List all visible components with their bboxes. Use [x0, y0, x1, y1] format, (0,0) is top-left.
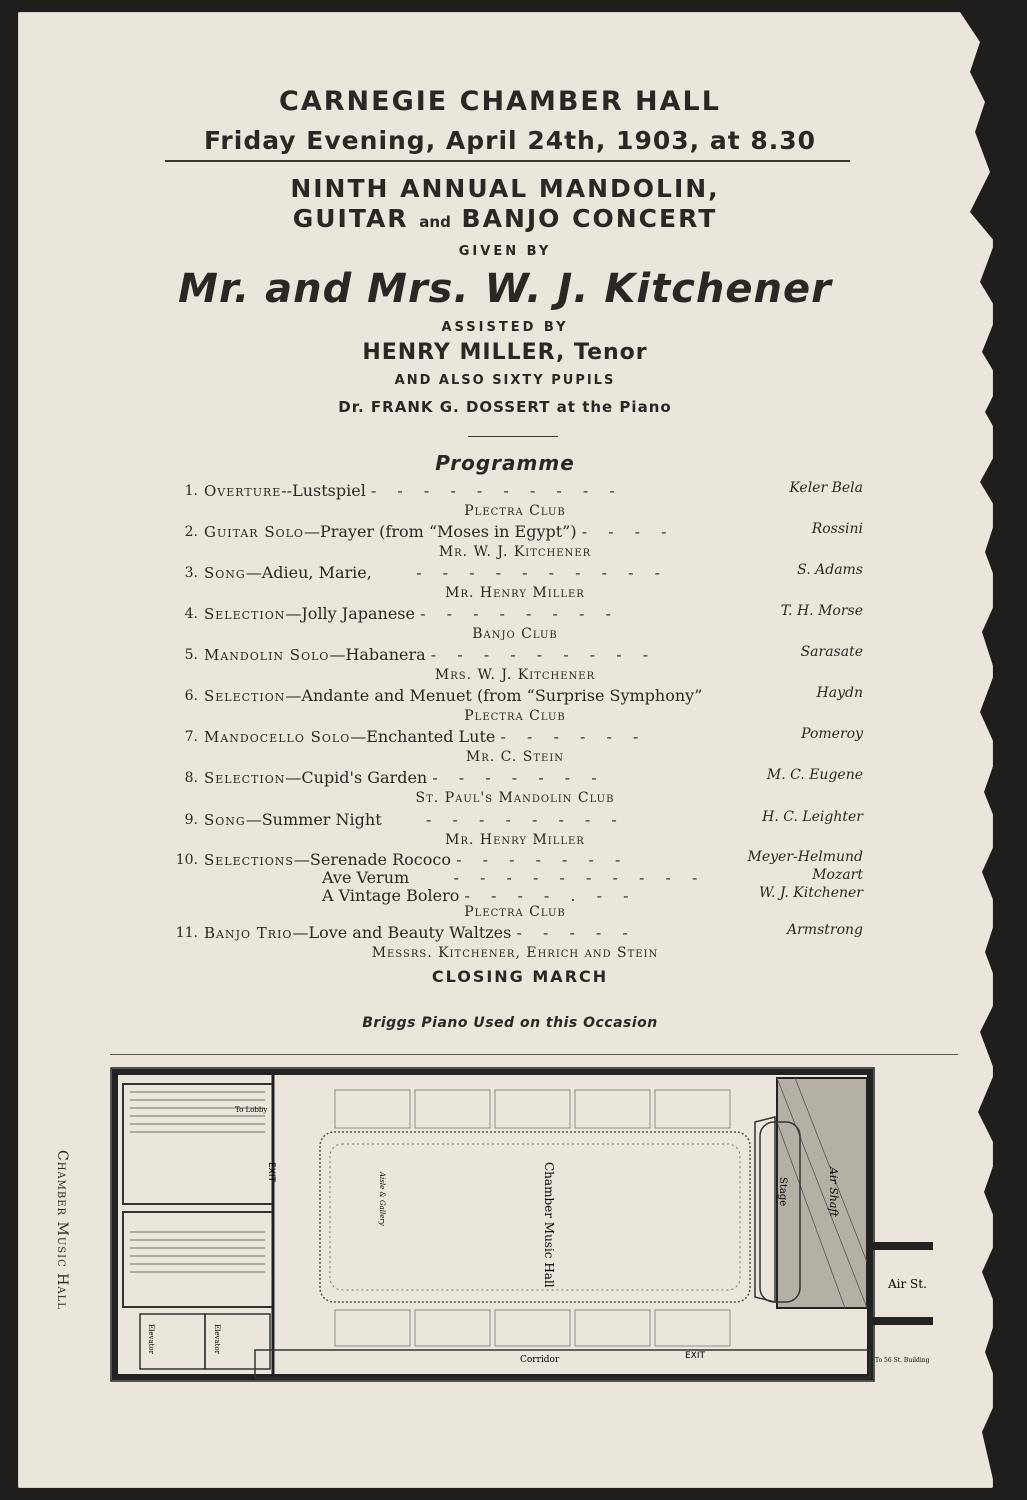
elevator-label-1: Elevator	[147, 1324, 155, 1354]
item-number: 8.	[184, 770, 198, 786]
item-title: Mandocello Solo—Enchanted Lute - - - - - -	[204, 727, 647, 746]
item-composer: T. H. Morse	[780, 603, 863, 619]
given-by: GIVEN BY	[458, 244, 552, 259]
pupils-note: AND ALSO SIXTY PUPILS	[394, 373, 616, 388]
item-composer: H. C. Leighter	[762, 809, 863, 825]
item-performer: Mr. Henry Miller	[445, 585, 585, 601]
elevator-label-2: Elevator	[213, 1324, 221, 1354]
aisle-label: Aisle & Gallery	[378, 1172, 386, 1226]
item-performer: Plectra Club	[464, 904, 566, 920]
item-composer: Rossini	[811, 521, 863, 537]
item-composer: Meyer-Helmund	[747, 849, 863, 865]
divider-rule	[165, 160, 850, 162]
exit-left-label: EXIT	[266, 1162, 276, 1183]
stage-label: Stage	[777, 1177, 788, 1207]
hall-label: Chamber Music Hall	[542, 1162, 556, 1288]
closing-march: CLOSING MARCH	[431, 967, 609, 986]
concert-title-line2	[10, 204, 1000, 233]
air-street-label: Air St.	[888, 1277, 927, 1291]
concert-title-line1: NINTH ANNUAL MANDOLIN,	[290, 174, 720, 203]
item-number: 5.	[184, 647, 198, 663]
concert-banjo: BANJO CONCERT	[461, 204, 718, 233]
air-shaft-label: Air Shaft	[827, 1167, 840, 1217]
item-performer: Plectra Club	[464, 708, 566, 724]
floor-plan	[105, 1062, 965, 1402]
concert-guitar: GUITAR	[292, 204, 409, 233]
item-subcomposer: Mozart	[812, 867, 863, 883]
item-title: Song—Summer Night - - - - - - - -	[204, 810, 625, 829]
item-number: 6.	[184, 688, 198, 704]
item-title: Selection—Andante and Menuet (from “Surprise Symphony”	[204, 686, 703, 705]
item-composer: Pomeroy	[801, 726, 863, 742]
assistant-name: HENRY MILLER, Tenor	[362, 340, 648, 365]
item-performer: Mr. Henry Miller	[445, 832, 585, 848]
item-subtitle: A Vintage Bolero - - - - . - -	[322, 886, 637, 905]
item-composer: Keler Bela	[789, 480, 863, 496]
pianist-note: Dr. FRANK G. DOSSERT at the Piano	[338, 398, 672, 416]
item-number: 10.	[175, 852, 198, 868]
item-performer: Plectra Club	[464, 503, 566, 519]
item-performer: Messrs. Kitchener, Ehrich and Stein	[371, 945, 659, 961]
item-subcomposer: W. J. Kitchener	[759, 885, 863, 901]
corridor-label: Corridor	[520, 1355, 560, 1365]
item-performer: Banjo Club	[472, 626, 558, 642]
assisted-by: ASSISTED BY	[441, 320, 569, 335]
concert-and: and	[419, 213, 451, 231]
item-number: 11.	[175, 925, 198, 941]
item-number: 9.	[184, 812, 198, 828]
plan-divider	[110, 1054, 958, 1055]
item-composer: Haydn	[816, 685, 863, 701]
item-number: 3.	[184, 565, 198, 581]
item-title: Guitar Solo—Prayer (from “Moses in Egypt”) - - - -	[204, 522, 675, 541]
item-performer: St. Paul's Mandolin Club	[415, 790, 615, 806]
side-label: Chamber Music Hall	[54, 1150, 70, 1310]
hosts-name: Mr. and Mrs. W. J. Kitchener	[178, 266, 832, 312]
item-title: Selection—Cupid's Garden - - - - - - -	[204, 768, 605, 787]
item-composer: Armstrong	[787, 922, 863, 938]
exit-bottom-label: EXIT	[685, 1351, 706, 1361]
item-number: 1.	[184, 483, 198, 499]
short-divider	[468, 436, 558, 437]
item-performer: Mr. C. Stein	[465, 749, 565, 765]
item-performer: Mr. W. J. Kitchener	[438, 544, 592, 560]
venue-title: CARNEGIE CHAMBER HALL	[279, 86, 721, 117]
item-number: 4.	[184, 606, 198, 622]
item-performer: Mrs. W. J. Kitchener	[434, 667, 596, 683]
item-composer: Sarasate	[800, 644, 863, 660]
item-title: Mandolin Solo—Habanera - - - - - - - - -	[204, 645, 657, 664]
event-date: Friday Evening, April 24th, 1903, at 8.30	[203, 126, 817, 155]
item-subtitle: Ave Verum - - - - - - - - - -	[322, 868, 706, 887]
item-title: Overture--Lustspiel - - - - - - - - - -	[204, 481, 623, 500]
item-title: Song—Adieu, Marie, - - - - - - - - - -	[204, 563, 669, 582]
programme-heading: Programme	[435, 451, 575, 475]
programme-item	[0, 849, 1027, 922]
item-composer: M. C. Eugene	[766, 767, 863, 783]
item-title: Banjo Trio—Love and Beauty Waltzes - - - - -	[204, 923, 636, 942]
piano-note: Briggs Piano Used on this Occasion	[362, 1015, 658, 1031]
item-title: Selections—Serenade Rococo - - - - - - -	[204, 850, 629, 869]
item-number: 2.	[184, 524, 198, 540]
building-label: To 56 St. Building	[875, 1357, 930, 1364]
programme-item	[0, 922, 1027, 971]
lobby-label: To Lobby	[235, 1106, 268, 1114]
item-composer: S. Adams	[797, 562, 863, 578]
item-title: Selection—Jolly Japanese - - - - - - - -	[204, 604, 619, 623]
item-number: 7.	[184, 729, 198, 745]
